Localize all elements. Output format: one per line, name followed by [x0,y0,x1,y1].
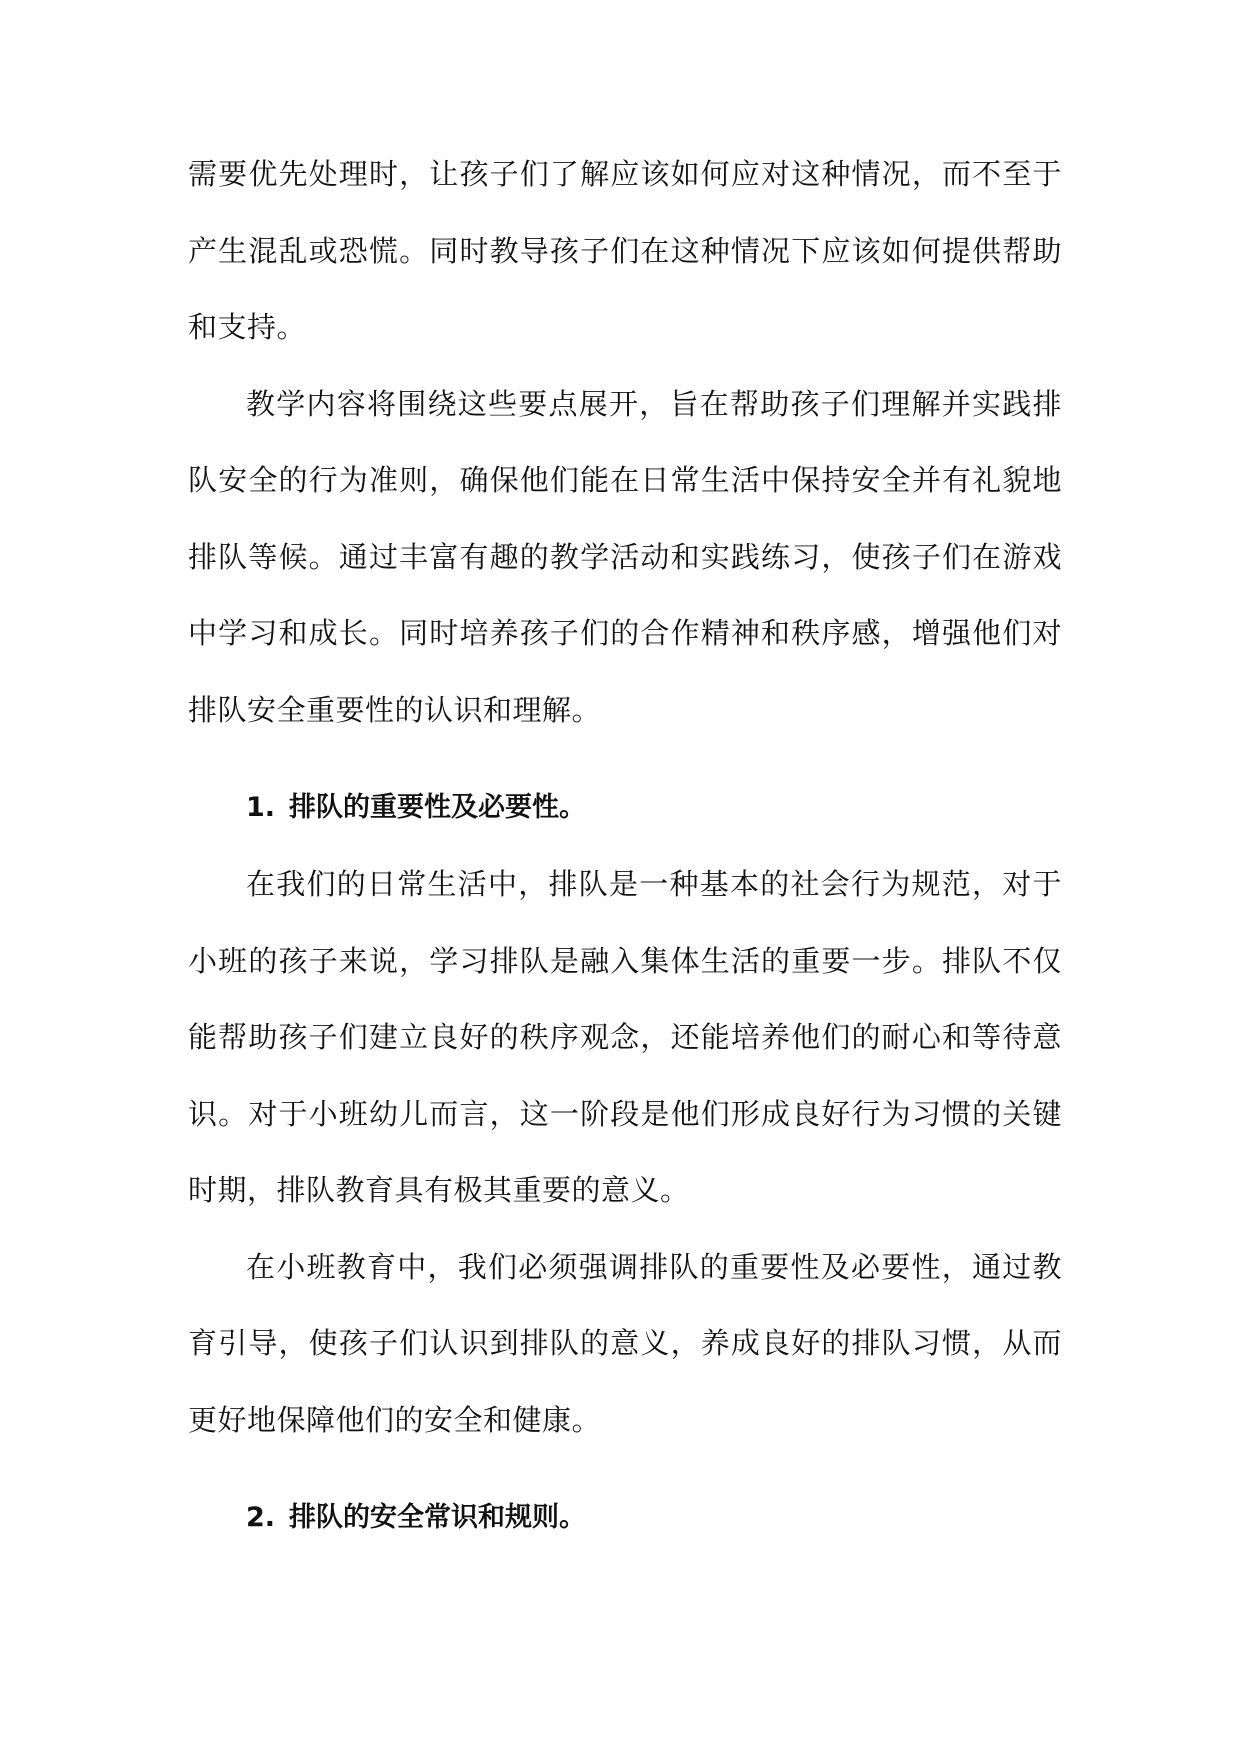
section-1-title: 排队的重要性及必要性。 [289,792,587,823]
section-2-heading [188,1480,1062,1556]
section-2-title: 排队的安全常识和规则。 [289,1502,587,1533]
teaching-content-paragraph: 教学内容将围绕这些要点展开，旨在帮助孩子们理解并实践排队安全的行为准则，确保他们能在日常生活中保持安全并有礼貌地排队等候。通过丰富有趣的教学活动和实践练习，使孩子们在游戏中学习和成长。同时培养孩子们的合作精神和秩序感，增强他们对排队安全重要性的认识和理解。 [188,386,1062,727]
section-spacer [188,748,1062,770]
section-1-number: 1. [246,792,276,823]
section-1-heading [188,770,1062,846]
continued-paragraph: 需要优先处理时，让孩子们了解应该如何应对这种情况，而不至于产生混乱或恐慌。同时教导孩子们在这种情况下应该如何提供帮助和支持。 [188,157,1062,344]
document-body [188,136,1062,1556]
section-1-paragraph-2: 在小班教育中，我们必须强调排队的重要性及必要性，通过教育引导，使孩子们认识到排队的意义，养成良好的排队习惯，从而更好地保障他们的安全和健康。 [188,1249,1062,1437]
section-1-paragraph-1: 在我们的日常生活中，排队是一种基本的社会行为规范，对于小班的孩子来说，学习排队是融入集体生活的重要一步。排队不仅能帮助孩子们建立良好的秩序观念，还能培养他们的耐心和等待意识。对于小班幼儿而言，这一阶段是他们形成良好行为习惯的关键时期，排队教育具有极其重要的意义。 [188,867,1062,1207]
section-2-number: 2. [246,1502,276,1533]
section-spacer [188,1458,1062,1480]
